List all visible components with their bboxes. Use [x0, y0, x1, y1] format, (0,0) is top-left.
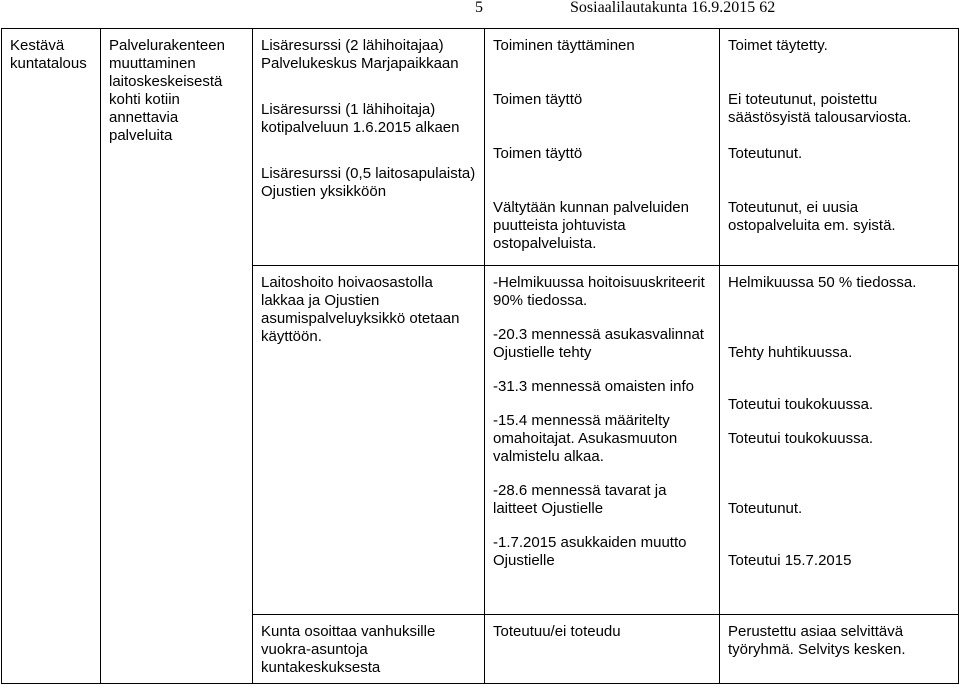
measures-cell	[253, 29, 485, 266]
target-text: Vältytään kunnan palveluiden puutteista johtuvista ostopalveluista.	[493, 199, 689, 252]
status-text: Toteutui 15.7.2015	[728, 552, 852, 569]
targets-cell	[485, 266, 720, 615]
status-text: Toteutunut.	[728, 500, 803, 517]
status-cell	[720, 29, 959, 266]
target-text: -15.4 mennessä määritelty omahoitajat. Asukasmuuton valmistelu alkaa.	[493, 412, 678, 465]
target-text: -Helmikuussa hoitoisuuskriteerit 90% tiedossa.	[493, 274, 705, 309]
target-text: -28.6 mennessä tavarat ja laitteet Ojustielle	[493, 482, 667, 517]
measure-text: Laitoshoito hoivaosastolla lakkaa ja Ojustien asumispalveluyksikkö otetaan käyttöön.	[261, 274, 460, 345]
status-cell	[720, 266, 959, 615]
goal-text: Kestävä kuntatalous	[10, 37, 87, 72]
status-text: Toteutunut.	[728, 145, 803, 162]
status-text: Tehty huhtikuussa.	[728, 344, 853, 361]
targets-cell	[485, 29, 720, 266]
status-text: Toimet täytetty.	[728, 37, 828, 54]
page-number: 5	[475, 0, 483, 16]
action-plan-table	[1, 28, 959, 684]
measure-text: Lisäresurssi (2 lähihoitajaa) Palvelukeskus Marjapaikkaan	[261, 37, 459, 72]
measure-text: Kunta osoittaa vanhuksille vuokra-asuntoja kuntakeskuksesta	[261, 623, 436, 676]
status-text: Ei toteutunut, poistettu säästösyistä talousarviosta.	[728, 91, 912, 126]
target-text: Toteutuu/ei toteudu	[493, 623, 621, 640]
goal-cell	[2, 29, 101, 684]
status-text: Toteutui toukokuussa.	[728, 430, 874, 447]
table-row	[2, 29, 959, 266]
targets-cell	[485, 615, 720, 684]
measure-text: Lisäresurssi (1 lähihoitaja) kotipalveluun 1.6.2015 alkaen	[261, 101, 460, 136]
page-header	[0, 0, 960, 30]
target-text: -1.7.2015 asukkaiden muutto Ojustielle	[493, 534, 687, 569]
objective-text: Palvelurakenteen muuttaminen laitoskeskeisestä kohti kotiin annettavia palveluita	[109, 37, 225, 144]
target-text: Toimen täyttö	[493, 91, 583, 108]
status-text: Toteutui toukokuussa.	[728, 396, 874, 413]
target-text: -31.3 mennessä omaisten info	[493, 378, 694, 395]
objective-cell	[101, 29, 253, 684]
measure-text: Lisäresurssi (0,5 laitosapulaista) Ojustien yksikköön	[261, 165, 476, 200]
target-text: Toimen täyttö	[493, 145, 583, 162]
status-text: Perustettu asiaa selvittävä työryhmä. Selvitys kesken.	[728, 623, 906, 658]
status-cell	[720, 615, 959, 684]
running-title: Sosiaalilautakunta 16.9.2015 62	[570, 0, 776, 16]
status-text: Helmikuussa 50 % tiedossa.	[728, 274, 917, 291]
target-text: Toiminen täyttäminen	[493, 37, 635, 54]
measures-cell	[253, 266, 485, 615]
measures-cell	[253, 615, 485, 684]
status-text: Toteutunut, ei uusia ostopalveluita em. syistä.	[728, 199, 896, 234]
target-text: -20.3 mennessä asukasvalinnat Ojustielle tehty	[493, 326, 704, 361]
